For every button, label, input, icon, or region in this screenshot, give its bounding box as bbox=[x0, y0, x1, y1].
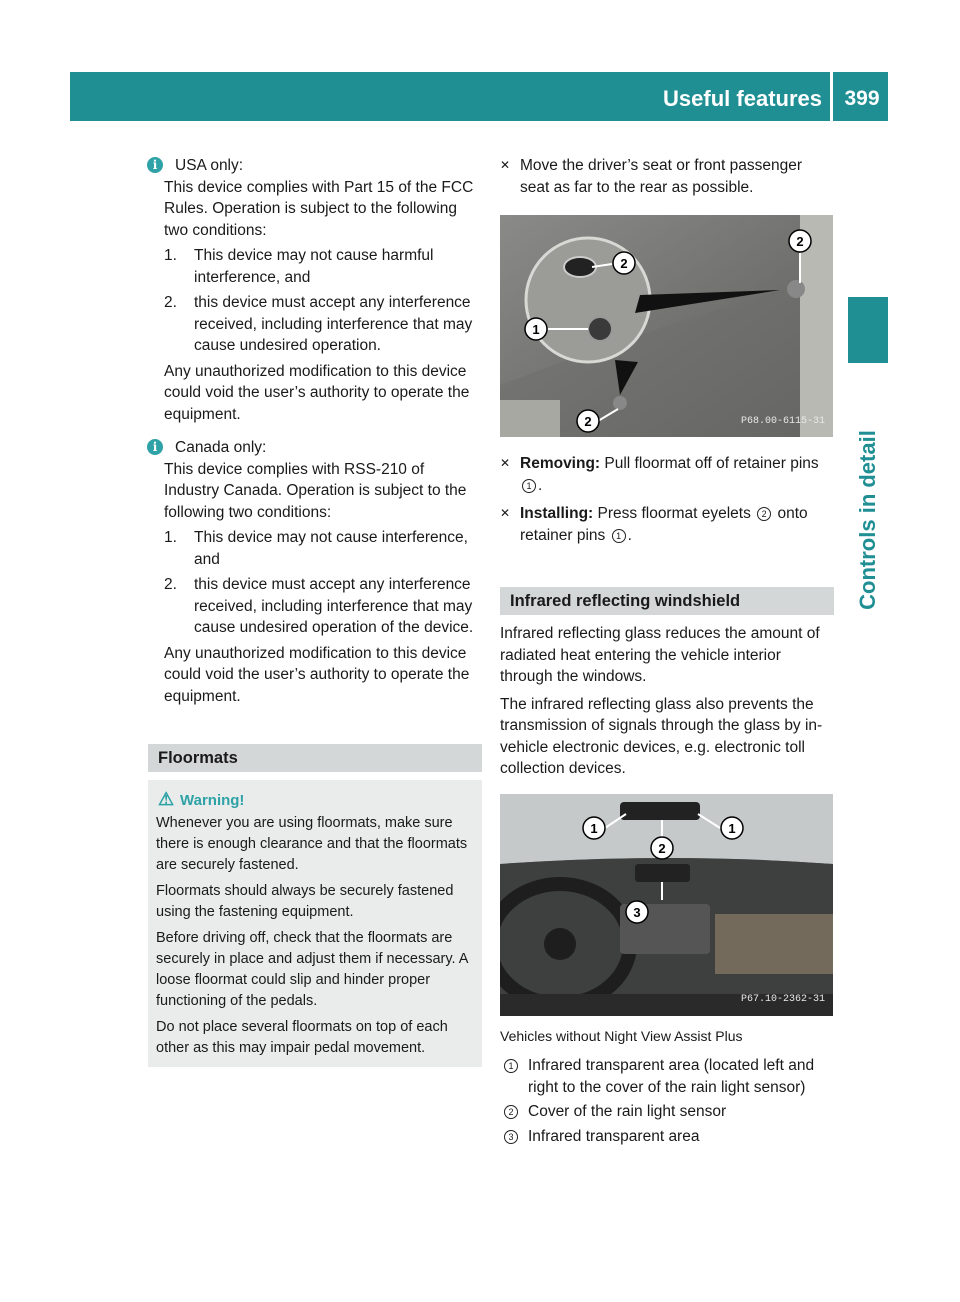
list-text: this device must accept any interference received, including interference that may cause undesired operation. bbox=[194, 294, 473, 354]
warning-title bbox=[156, 790, 474, 811]
page-title: Useful features bbox=[663, 86, 822, 111]
callout-1: 1 bbox=[590, 820, 598, 836]
figure-floormat bbox=[500, 215, 833, 437]
info-intro: This device complies with Part 15 of the FCC Rules. Operation is subject to the following two conditions: bbox=[164, 178, 474, 239]
info-icon: i bbox=[147, 157, 163, 173]
step-move-seat bbox=[500, 155, 834, 198]
step-text: onto retainer pins bbox=[520, 505, 808, 544]
figure-windshield bbox=[500, 794, 833, 1016]
info-outro: Any unauthorized modification to this device could void the user’s authority to operate the equipment. bbox=[164, 644, 470, 705]
legend-text: Infrared transparent area bbox=[528, 1127, 700, 1145]
figure-code: P68.00-6115-31 bbox=[740, 415, 825, 427]
floormat-illustration bbox=[500, 215, 833, 437]
step-text: Pull floormat off of retainer pins bbox=[604, 455, 819, 472]
list-text: This device may not cause harmful interference, and bbox=[194, 247, 434, 286]
legend-item bbox=[500, 1101, 834, 1123]
legend-number: 2 bbox=[504, 1105, 518, 1119]
list-item bbox=[164, 245, 482, 288]
list-text: This device may not cause interference, and bbox=[194, 529, 468, 568]
list-item bbox=[164, 527, 482, 570]
list-number: 1. bbox=[164, 247, 177, 264]
callout-1: 1 bbox=[532, 322, 540, 337]
list-item bbox=[164, 292, 482, 357]
condition-list bbox=[164, 245, 482, 357]
step-label: Removing: bbox=[520, 455, 601, 472]
callout-1: 1 bbox=[728, 820, 736, 836]
info-intro: This device complies with RSS-210 of Industry Canada. Operation is subject to the following two conditions: bbox=[164, 460, 467, 521]
arrow-bullet-icon: ✕ bbox=[500, 456, 511, 470]
callout-ref: 2 bbox=[757, 507, 771, 521]
page-number: 399 bbox=[844, 87, 880, 110]
step-text: Press floormat eyelets bbox=[597, 505, 751, 522]
callout-2: 2 bbox=[796, 234, 804, 249]
list-number: 2. bbox=[164, 294, 177, 311]
callout-2: 2 bbox=[584, 414, 592, 429]
info-icon: i bbox=[147, 439, 163, 455]
left-column bbox=[148, 155, 482, 1067]
legend-number: 1 bbox=[504, 1059, 518, 1073]
figure-code: P67.10-2362-31 bbox=[740, 994, 825, 1005]
legend-text: Infrared transparent area (located left and right to the cover of the rain light sensor) bbox=[528, 1057, 815, 1096]
warning-box bbox=[148, 780, 482, 1067]
warning-paragraph: Do not place several floormats on top of each other as this may impair pedal movement. bbox=[156, 1019, 448, 1056]
windshield-illustration bbox=[500, 794, 833, 1016]
legend-item bbox=[500, 1126, 834, 1148]
info-title: Canada only: bbox=[175, 439, 267, 456]
info-usa bbox=[148, 155, 482, 425]
callout-ref: 1 bbox=[612, 529, 626, 543]
warning-title-text: Warning! bbox=[180, 792, 245, 809]
list-text: this device must accept any interference received, including interference that may cause undesired operation of the device. bbox=[194, 576, 474, 636]
section-heading-floormats: Floormats bbox=[148, 744, 482, 772]
section-heading-infrared: Infrared reflecting windshield bbox=[500, 587, 834, 615]
warning-triangle-icon: ⚠ bbox=[158, 789, 175, 809]
callout-ref: 1 bbox=[522, 479, 536, 493]
figure-caption: Vehicles without Night View Assist Plus bbox=[500, 1027, 743, 1044]
callout-2: 2 bbox=[658, 840, 666, 856]
legend-number: 3 bbox=[504, 1130, 518, 1144]
step-removing: ✕ Removing: Pull floormat off of retainer pins 1 . bbox=[500, 455, 819, 494]
list-item bbox=[164, 574, 482, 639]
arrow-bullet-icon: ✕ bbox=[500, 158, 511, 172]
header-divider bbox=[830, 72, 833, 121]
warning-paragraph: Floormats should always be securely fastened using the fastening equipment. bbox=[156, 883, 454, 920]
arrow-bullet-icon: ✕ bbox=[500, 506, 511, 520]
body-paragraph: Infrared reflecting glass reduces the amount of radiated heat entering the vehicle interior through the windows. bbox=[500, 625, 820, 685]
callout-3: 3 bbox=[633, 904, 641, 920]
list-number: 2. bbox=[164, 576, 177, 593]
body-paragraph: The infrared reflecting glass also prevents the transmission of signals through the glass by in-vehicle electronic devices, e.g. electronic toll collection devices. bbox=[500, 695, 823, 777]
warning-paragraph: Whenever you are using floormats, make sure there is enough clearance and that the floormats are securely fastened. bbox=[156, 815, 468, 873]
chapter-label: Controls in detail bbox=[855, 430, 880, 610]
side-tab bbox=[848, 297, 888, 363]
info-title: USA only: bbox=[175, 157, 244, 174]
step-installing: ✕ Installing: Press floormat eyelets 2 onto retainer pins 1 . bbox=[500, 505, 808, 544]
info-canada bbox=[148, 437, 482, 707]
right-column bbox=[500, 155, 834, 1150]
step-label: Installing: bbox=[520, 505, 594, 522]
legend-text: Cover of the rain light sensor bbox=[528, 1103, 727, 1120]
list-number: 1. bbox=[164, 529, 177, 546]
callout-2: 2 bbox=[620, 256, 628, 271]
legend-item bbox=[500, 1055, 834, 1098]
condition-list bbox=[164, 527, 482, 639]
info-outro: Any unauthorized modification to this device could void the user’s authority to operate the equipment. bbox=[164, 362, 470, 423]
warning-paragraph: Before driving off, check that the floormats are securely in place and adjust them if necessary. A loose floormat could slip and hinder proper functioning of the pedals. bbox=[156, 930, 468, 1009]
step-text: Move the driver’s seat or front passenger seat as far to the rear as possible. bbox=[520, 157, 803, 196]
